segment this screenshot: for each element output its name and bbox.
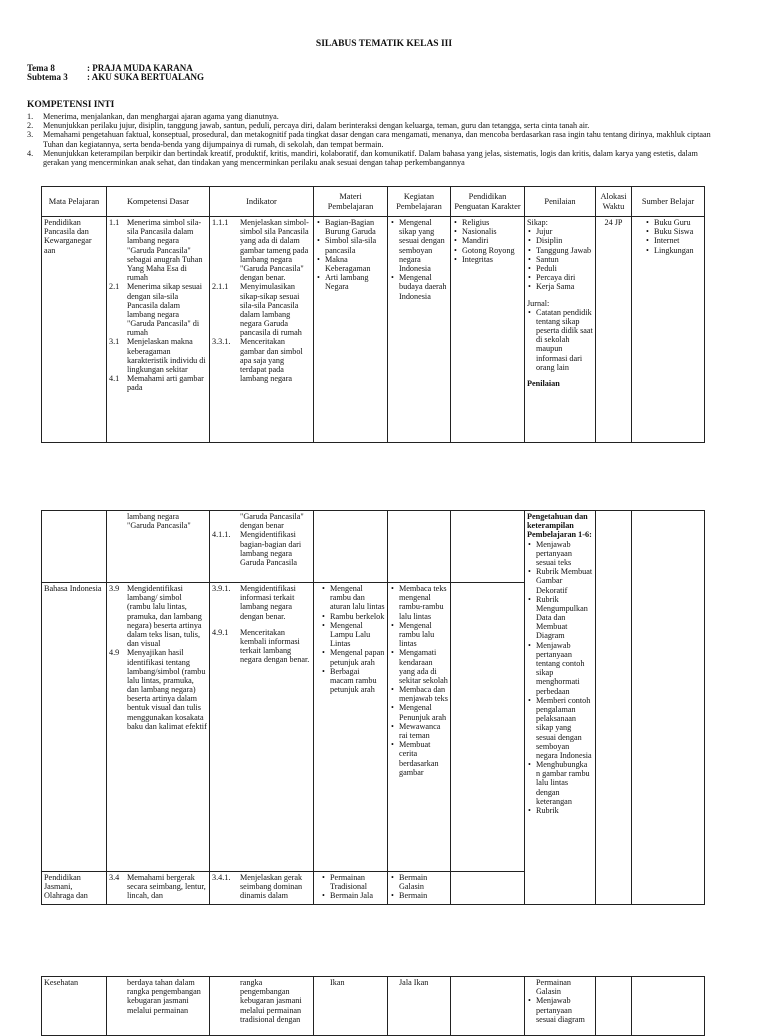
materi-item: • Mengenal rambu dan aturan lalu lintas [330,584,385,612]
indikator-item: 4.9.1 Menceritakan kembali informasi terkait lambang negara dengan benar. [212,627,310,665]
syllabus-table-1 [41,186,705,443]
indikator-item: 3.3.1. Menceritakan gambar dan simbol apa saja yang terdapat pada lambang negara [212,337,303,384]
kegiatan-item: • Mewawanca rai teman [399,722,448,740]
header-mata-pelajaran: Mata Pelajaran [42,187,107,217]
kd-cell [107,583,210,872]
kegiatan-cell [388,217,451,443]
sikap-item: • Jujur [536,227,593,236]
mapel-kesehatan: Kesehatan [42,977,107,1036]
karakter-item: • Integritas [462,255,522,264]
materi-continued: Ikan [314,977,388,1036]
penilaian-item: • Menjawab pertanyaan sesuai diagram [536,996,593,1024]
penilaian-item: • Memberi contoh pengalaman pelaksanaan sikap yang sesuai dengan semboyan negara Indonesia [536,696,593,760]
materi-cell [314,217,388,443]
kd-cell [107,217,210,443]
ki-item [27,130,722,148]
penilaian-item: • Menjawab pertanyaan sesuai teks [536,540,593,568]
ki-number: 4. [27,148,34,158]
header-materi: Materi Pembelajaran [314,187,388,217]
ki-item [27,121,722,130]
penilaian-heading: Pengetahuan dan keterampilan Pembelajaran 1-6: [527,512,592,540]
ki-number: 2. [27,121,34,131]
header-indikator: Indikator [210,187,314,217]
penilaian-item: • Menghubungka n gambar rambu lalu lintas dengan keterangan [536,760,593,806]
kegiatan-item: • Mengenal rambu lalu lintas [399,621,448,649]
karakter-item: • Gotong Royong [462,246,522,255]
kegiatan-item: • Mengenal sikap yang sesuai dengan semboyan negara Indonesia [399,218,448,273]
kd-item: 4.1 Memahami arti gambar pada [109,374,204,393]
header-penilaian: Penilaian [525,187,596,217]
indikator-continued: rangka pengembangan kebugaran jasmani melalui permainan tradisional dengan [210,977,314,1036]
penilaian-item: • Rubrik Membuat Gambar Dekoratif [536,567,593,595]
kompetensi-inti-heading: KOMPETENSI INTI [27,100,115,110]
kegiatan-item: • Membaca dan menjawab teks [399,685,448,703]
materi-item: • Mengenal Lampu Lalu Lintas [330,621,385,649]
materi-item: • Bagian-Bagian Burung Garuda [325,218,385,236]
mapel-bahasa-indonesia: Bahasa Indonesia [42,583,107,872]
header-alokasi: Alokasi Waktu [596,187,632,217]
sikap-item: • Santun [536,255,593,264]
jurnal-label: Jurnal: [527,298,550,308]
sikap-item: • Kerja Sama [536,282,593,291]
syllabus-table-3 [41,976,705,1036]
document-title: SILABUS TEMATIK KELAS III [315,39,453,49]
header-karakter: Pendidikan Penguatan Karakter [451,187,525,217]
karakter-item: • Religius [462,218,522,227]
kegiatan-item: • Mengamati kendaraan yang ada di sekitar sekolah [399,648,448,685]
sikap-item: • Tanggung Jawab [536,246,593,255]
alokasi-waktu: 24 JP [596,217,632,443]
kegiatan-item: • Bermain [399,891,448,900]
kd-item: 3.1 Menjelaskan makna keberagaman karakteristik individu di lingkungan sekitar [109,337,206,374]
kd-item: 2.1 Menerima sikap sesuai dengan sila-sila Pancasila dalam lambang negara "Garuda Pancasila" di rumah [109,282,203,338]
penilaian-cell-2 [525,511,596,905]
kegiatan-continued: Jala Ikan [388,977,451,1036]
sikap-item: • Disiplin [536,236,593,245]
kd-continued: lambang negara "Garuda Pancasila" [107,511,210,583]
sumber-item: • Buku Guru [654,218,702,227]
materi-item: • Permainan Tradisional [330,873,385,891]
ki-item [27,112,722,121]
kegiatan-item: • Bermain Galasin [399,873,448,891]
kd-item: 3.4 Memahami bergerak secara seimbang, lentur, lincah, dan [109,873,206,901]
karakter-cell [451,217,525,443]
kegiatan-cell [388,583,451,872]
kegiatan-cell [388,872,451,905]
ki-item [27,149,722,167]
indikator-cell [210,217,314,443]
materi-item: • Mengenal papan petunjuk arah [330,648,385,666]
penilaian-label: Penilaian [527,379,560,388]
sikap-label: Sikap: [527,218,548,227]
indikator-item: 1.1.1 Menjelaskan simbol-simbol sila Pancasila yang ada di dalam gambar tameng pada lambang negara "Garuda Pancasila" dengan benar. [212,218,309,283]
kd-item: 4.9 Menyajikan hasil identifikasi tentang lambang/simbol (rambu lalu lintas, pramuka, dan lambang negara) beserta artinya dalam bentuk visual dan tulis menggunakan kosakata baku dan kalimat efektif [109,648,207,731]
materi-item: • Simbol sila-sila pancasila [325,236,385,254]
ki-number: 1. [27,112,34,121]
header-sumber: Sumber Belajar [632,187,705,217]
kd-item: 3.9 Mengidentifikasi lambang/ simbol (rambu lalu lintas, pramuka, dan lambang negara) beserta artinya dalam teks lisan, tulis, dan visual [109,584,202,649]
materi-item: • Makna Keberagaman [325,255,385,273]
penilaian-continued: Permainan Galasin • Menjawab pertanyaan sesuai diagram [525,977,596,1036]
header-kompetensi-dasar: Kompetensi Dasar [107,187,210,217]
jurnal-item: • Catatan pendidik tentang sikap peserta didik saat di sekolah maupun informasi dari orang lain [536,308,593,372]
subtema-label: Subtema 3 [27,72,68,83]
indikator-item: 3.9.1. Mengidentifikasi informasi terkait lambang negara dengan benar. [212,584,296,621]
indikator-item: 3.4.1. Menjelaskan gerak seimbang dominan dinamis dalam [212,873,303,901]
karakter-item: • Mandiri [462,236,522,245]
materi-item: • Berbagai macam rambu petunjuk arah [330,667,385,695]
sikap-item: • Peduli [536,264,593,273]
kd-cell [107,872,210,905]
indikator-cell [210,872,314,905]
indikator-item: 2.1.1 Menyimulasikan sikap-sikap sesuai sila-sila Pancasila dalam lambang negara Garuda pancasila di rumah [212,282,302,338]
materi-item: • Arti lambang Negara [325,273,385,291]
penilaian-item: • Rubrik [536,806,593,815]
kd-continued: berdaya tahan dalam rangka pengembangan kebugaran jasmani melalui permainan [107,977,210,1036]
materi-item: • Rambu berkelok [330,612,385,621]
mapel-ppkn: Pendidikan Pancasila dan Kewarganegar aan [42,217,107,443]
ki-number: 3. [27,130,34,140]
materi-cell [314,872,388,905]
sikap-item: • Percaya diri [536,273,593,282]
indikator-cell [210,583,314,872]
ki-text: Menerima, menjalankan, dan menghargai ajaran agama yang dianutnya. [43,112,279,121]
kompetensi-inti-list [27,112,722,167]
penilaian-item: • Menjawab pertanyaan tentang contoh sikap menghormati perbedaan [536,641,593,696]
sumber-item: • Lingkungan [654,246,702,255]
kegiatan-item: • Mengenal budaya daerah Indonesia [399,273,448,301]
mapel-pjok: Pendidikan Jasmani, Olahraga dan [42,872,107,905]
kegiatan-item: • Mengenal Penunjuk arah [399,703,448,721]
sumber-cell [632,217,705,443]
penilaian-cell [525,217,596,443]
kegiatan-item: • Membuat cerita berdasarkan gambar [399,740,448,777]
tema-value: : PRAJA MUDA KARANA [87,63,193,73]
tema-label: Tema 8 [27,63,55,73]
subtema-value: : AKU SUKA BERTUALANG [87,72,204,83]
materi-cell [314,583,388,872]
ki-text: Memahami pengetahuan faktual, konseptual, prosedural, dan metakognitif pada tingkat dasar dengan cara mengamati, menanya, dan mencoba berdasarkan rasa ingin tahu tentang dirinya, makhluk ciptaan Tuhan dan kegiatannya, serta benda-benda yang dijumpainya di rumah, di sekolah, dan tempat bermain. [43,130,711,149]
tema-block [27,64,204,83]
indikator-item: 4.1.1. Mengidentifikasi bagian-bagian dari lambang negara Garuda Pancasila [212,530,302,567]
ki-text: Menunjukkan keterampilan berpikir dan bertindak kreatif, produktif, kritis, mandiri, kolaboratif, dan komunikatif. Dalam bahasa yang jelas, sistematis, logis dan kritis, dalam karya yang estetis, dalam gerakan yang mencerminkan anak sehat, dan tindakan yang mencerminkan perilaku anak sesuai dengan tahap perkembangannya [43,148,698,167]
sumber-item: • Buku Siswa [654,227,702,236]
karakter-item: • Nasionalis [462,227,522,236]
penilaian-item: • Rubrik Mengumpulkan Data dan Membuat Diagram [536,595,593,641]
kegiatan-item: • Membaca teks mengenal rambu-rambu lalu lintas [399,584,448,621]
kd-item: 1.1 Menerima simbol sila-sila Pancasila dalam lambang negara "Garuda Pancasila" sebagai anugrah Tuhan Yang Maha Esa di rumah [109,218,203,283]
sumber-item: • Internet [654,236,702,245]
materi-item: • Bermain Jala [330,891,385,900]
header-kegiatan: Kegiatan Pembelajaran [388,187,451,217]
ki-text: Menunjukkan perilaku jujur, disiplin, tanggung jawab, santun, peduli, percaya diri, dalam berinteraksi dengan keluarga, teman, guru dan tetangga, serta cinta tanah air. [43,121,590,131]
syllabus-table-2 [41,510,705,905]
indikator-continued: "Garuda Pancasila" dengan benar 4.1.1. Mengidentifikasi bagian-bagian dari lambang negara Garuda Pancasila [210,511,314,583]
